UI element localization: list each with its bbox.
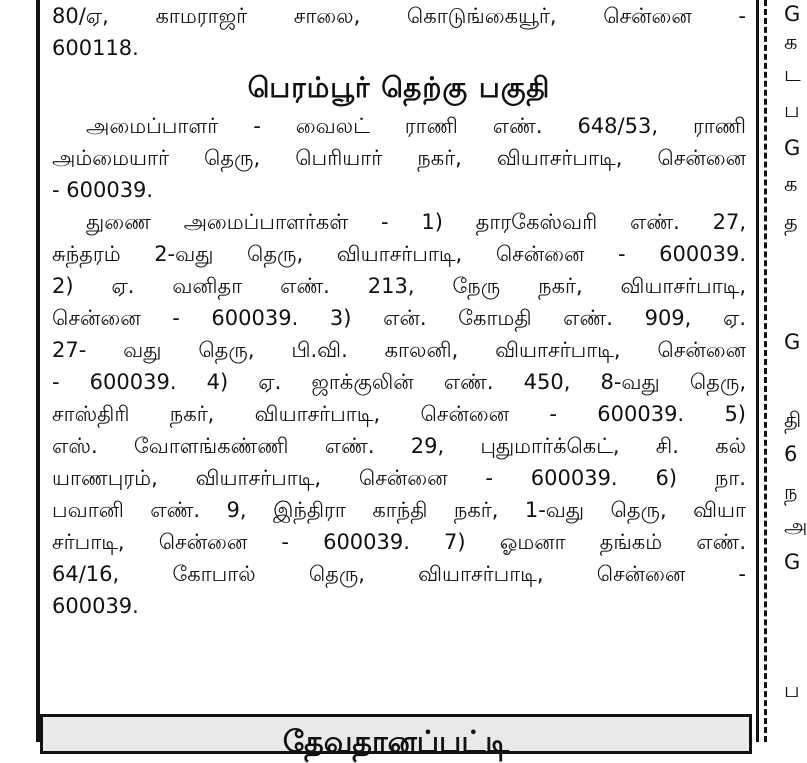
- column-fragment: G: [784, 2, 801, 26]
- column-fragment: ப: [784, 98, 800, 122]
- text-line: யாணபுரம், வியாசர்பாடி, சென்னை - 600039. 6) நா.: [52, 466, 746, 490]
- next-section-box: [40, 714, 752, 760]
- text-line: அமைப்பாளர் - வைலட் ராணி எண். 648/53, ராணி: [86, 114, 746, 138]
- text-line: துணை அமைப்பாளர்கள் - 1) தாரகேஸ்வரி எண். 27,: [86, 210, 746, 234]
- adjacent-column-fragments: [772, 0, 807, 742]
- left-column-rule: [36, 0, 40, 742]
- dashed-separator: [764, 0, 767, 742]
- column-fragment: G: [784, 136, 801, 160]
- text-line: சாஸ்திரி நகர், வியாசர்பாடி, சென்னை - 600039. 5): [52, 402, 746, 426]
- text-line: 600039.: [52, 594, 139, 618]
- column-fragment: தி: [784, 408, 802, 432]
- text-line: 27- வது தெரு, பி.வி. காலனி, வியாசர்பாடி, சென்னை: [52, 338, 746, 362]
- column-fragment: ந: [784, 480, 798, 504]
- column-fragment: க: [784, 172, 798, 196]
- right-column-rule: [756, 0, 759, 742]
- section-heading: பெரம்பூர் தெற்கு பகுதி: [247, 71, 551, 104]
- column-fragment: அ: [784, 514, 807, 538]
- text-line: - 600039. 4) ஏ. ஜாக்குலின் எண். 450, 8-வது தெரு,: [52, 370, 746, 394]
- text-line: 80/ஏ, காமராஜர் சாலை, கொடுங்கையூர், சென்னை -: [52, 4, 746, 28]
- text-line: சுந்தரம் 2-வது தெரு, வியாசர்பாடி, சென்னை - 600039.: [52, 242, 746, 266]
- text-line: 600118.: [52, 36, 139, 60]
- text-line: சர்பாடி, சென்னை - 600039. 7) ஓமனா தங்கம் எண்.: [52, 530, 746, 554]
- column-fragment: 6: [784, 442, 798, 466]
- column-fragment: G: [784, 330, 801, 354]
- column-fragment: ட: [784, 62, 801, 86]
- column-fragment: க: [784, 30, 798, 54]
- text-line: பவானி எண். 9, இந்திரா காந்தி நகர், 1-வது தெரு, வியா: [52, 498, 746, 522]
- article-body: [52, 0, 746, 622]
- text-line: 2) ஏ. வனிதா எண். 213, நேரு நகர், வியாசர்பாடி,: [52, 274, 746, 298]
- column-fragment: த: [784, 210, 798, 234]
- text-line: சென்னை - 600039. 3) என். கோமதி எண். 909, ஏ.: [52, 306, 746, 330]
- text-line: எஸ். வோளங்கண்ணி எண். 29, புதுமார்க்கெட், சி. கல்: [52, 434, 746, 458]
- column-fragment: G: [784, 550, 801, 574]
- column-fragment: ப: [784, 678, 800, 702]
- next-section-heading: தேவதானப்பட்டி: [282, 725, 510, 760]
- text-line: - 600039.: [52, 178, 154, 202]
- text-line: 64/16, கோபால் தெரு, வியாசர்பாடி, சென்னை -: [52, 562, 746, 586]
- text-line: அம்மையார் தெரு, பெரியார் நகர், வியாசர்பாடி, சென்னை: [52, 146, 746, 170]
